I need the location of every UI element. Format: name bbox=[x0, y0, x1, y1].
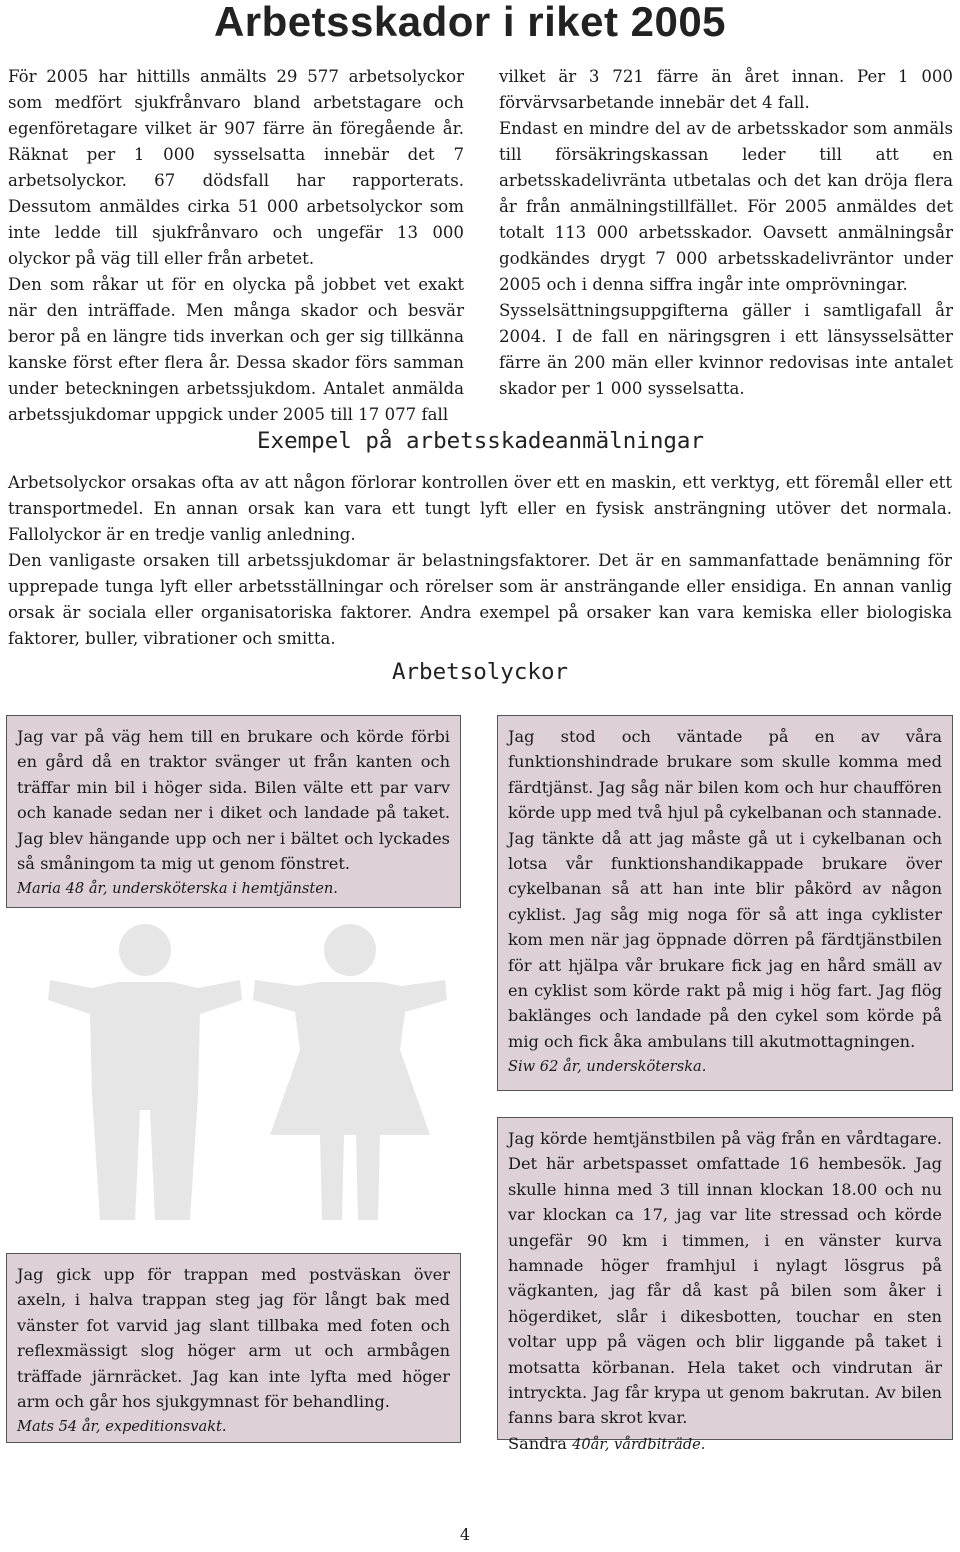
figures-group bbox=[48, 924, 447, 1220]
man-head bbox=[119, 924, 171, 976]
figures-svg bbox=[30, 920, 470, 1240]
man-and-woman-figures-icon bbox=[30, 920, 470, 1240]
accidents-heading-wrap bbox=[0, 659, 960, 685]
examples-heading: Exempel på arbetsskadeanmälningar bbox=[256, 428, 705, 454]
intro-paragraph: Endast en mindre del av de arbetsskador som anmäls till försäkringskassan leder till att en arbetsskadelivränta utbetalas och det kan dröja flera år från anmälningstillfället. För 2005 anmäldes det totalt 113 000 arbetsskador. Oavsett anmälningsår godkändes drygt 7 000 arbetsskadelivräntor under 2005 och i denna siffra ingår inte omprövningar. bbox=[499, 119, 953, 294]
examples-heading-wrap bbox=[0, 428, 960, 454]
case-signature-name: Sandra bbox=[508, 1433, 567, 1453]
accidents-heading: Arbetsolyckor bbox=[391, 659, 569, 685]
intro-left-column bbox=[8, 64, 464, 428]
case-signature: Siw 62 år, undersköterska. bbox=[508, 1058, 707, 1076]
woman-body bbox=[253, 980, 447, 1220]
intro-paragraph: För 2005 har hittills anmälts 29 577 arbetsolyckor som medfört sjukfrånvaro bland arbetstagare och egenföretagare vilket är 907 färre än föregående år. Räknat per 1 000 sysselsatta innebär det 7 arbetsolyckor. 67 dödsfall har rapporterats. Dessutom anmäldes cirka 51 000 arbetsolyckor som inte ledde till sjukfrånvaro och ungefär 13 000 olyckor på väg till eller från arbetet. bbox=[8, 67, 464, 268]
examples-text bbox=[8, 470, 952, 652]
intro-paragraph: Sysselsättningsuppgifterna gäller i samtligafall år 2004. I de fall en näringsgren i ett länsysselsätter färre än 200 män eller kvinnor redovisas inte antalet skador per 1 000 sysselsatta. bbox=[499, 301, 953, 398]
woman-head bbox=[324, 924, 376, 976]
page-title: Arbetsskador i riket 2005 bbox=[213, 0, 727, 45]
examples-paragraph: Arbetsolyckor orsakas ofta av att någon förlorar kontrollen över ett en maskin, ett verktyg, ett föremål eller ett transportmedel. En annan orsak kan vara ett tungt lyft eller en fysisk ansträngning utöver det normala. Fallolyckor är en tredje vanlig anledning. bbox=[8, 473, 952, 544]
man-body bbox=[48, 980, 242, 1220]
intro-right-column bbox=[499, 64, 953, 402]
intro-paragraph: Den som råkar ut för en olycka på jobbet vet exakt när den inträffade. Men många skador och besvär beror på en längre tids inverkan och ger sig tillkänna kanske först efter flera år. Dessa skador förs samman under beteckningen arbetssjukdom. Antalet anmälda arbetssjukdomar uppgick under 2005 till 17 077 fall bbox=[8, 275, 464, 424]
case-box-sandra bbox=[497, 1117, 953, 1453]
case-signature: Maria 48 år, undersköterska i hemtjänsten. bbox=[17, 880, 338, 898]
case-box-maria bbox=[6, 715, 461, 908]
case-text: Jag var på väg hem till en brukare och körde förbi en gård då en traktor svänger ut från kanten och träffar min bil i höger sida. Bilen välte ett par varv och kanade sedan ner i diket och landade på taket. Jag blev hängande upp och ner i bältet och lyckades så småningom ta mig ut genom fönstret. bbox=[17, 727, 450, 874]
examples-paragraph: Den vanligaste orsaken till arbetssjukdomar är belastningsfaktorer. Det är en sammanfattade benämning för upprepade tunga lyft eller arbetsställningar och rörelser som är ansträngande eller ensidiga. En annan vanlig orsak är sociala eller organisatoriska faktorer. Andra exempel på orsaker kan vara kemiska eller biologiska faktorer, buller, vibrationer och smitta. bbox=[8, 551, 952, 648]
case-signature-line bbox=[508, 1431, 942, 1457]
case-text: Jag stod och väntade på en av våra funktionshindrade brukare som skulle komma med färdtjänst. Jag såg när bilen kom och hur chauffören körde upp med två hjul på cykelbanan och stannade. Jag tänkte då att jag måste gå ut i cykelbanan och lotsa vår funktionshandikappade brukare över cykelbanan så att han inte blir påkörd av någon cyklist. Jag såg mig noga för så att inga cyklister kom men när jag öppnade dörren på färdtjänstbilen för att hjälpa vår brukare fick jag en hård smäll av en cyklist som körde rakt på mig i hög fart. Jag flög baklänges och landade på den cykel som körde på mig och fick åka ambulans till akutmottagningen. bbox=[508, 727, 942, 1051]
page-header bbox=[0, 0, 960, 44]
intro-paragraph: vilket är 3 721 färre än året innan. Per 1 000 förvärvsarbetande innebär det 4 fall. bbox=[499, 67, 953, 112]
case-box-siw bbox=[497, 715, 953, 1091]
case-signature: 40år, vårdbiträde. bbox=[572, 1435, 706, 1453]
case-signature: Mats 54 år, expeditionsvakt. bbox=[17, 1418, 227, 1436]
case-text: Jag gick upp för trappan med postväskan över axeln, i halva trappan steg jag för långt bak med vänster fot varvid jag slant tillbaka med foten och reflexmässigt slog höger arm ut och armbågen träffade järnräcket. Jag kan inte lyfta med höger arm och går hos sjukgymnast för behandling. bbox=[17, 1265, 450, 1412]
case-text: Jag körde hemtjänstbilen på väg från en vårdtagare. Det här arbetspasset omfattade 16 hembesök. Jag skulle hinna med 3 till innan klockan 18.00 och nu var klockan ca 17, jag var lite stressad och körde ungefär 90 km i timmen, i en vänster kurva hamnade höger framhjul i nylagt lösgrus på vägkanten, jag får då kast på bilen som åker i högerdiket, slår i dikesbotten, touchar en sten voltar upp på vägen och blir liggande på taket i motsatta körbanan. Hela taket och vindrutan är intryckta. Jag får krypa ut genom bakrutan. Av bilen fanns bara skrot kvar. bbox=[508, 1129, 942, 1428]
page-number-wrap bbox=[0, 1525, 960, 1544]
case-box-mats bbox=[6, 1253, 461, 1443]
page-number: 4 bbox=[459, 1525, 471, 1544]
